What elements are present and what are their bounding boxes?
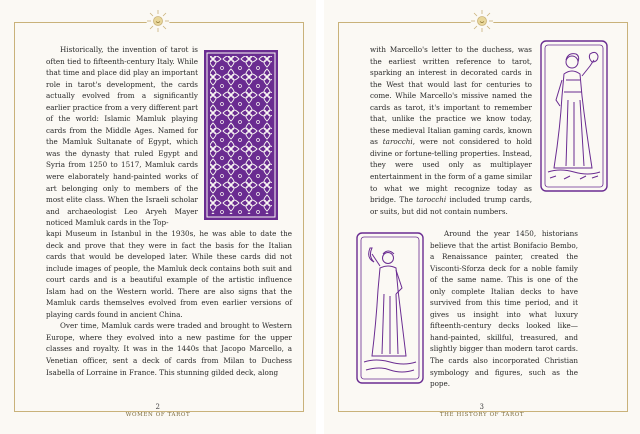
right-text-lower [430, 228, 578, 390]
sun-ornament-icon [470, 9, 494, 33]
paragraph: Over time, Mamluk cards were traded and brought to Western Europe, where they evolved into a new pastime for the upper classes and royalty. It was in the 1440s that Jacopo Marcello, a Venetian officer, sent a deck of cards from Milan to Duchess Isabella of Lorraine in France. This stunning gilded deck, along [46, 321, 292, 377]
paragraph [370, 44, 532, 217]
tarot-card-woman-illustration [540, 40, 608, 192]
mamluk-card-illustration [204, 50, 278, 220]
text-run: , were not considered to hold divine or fortune-telling properties. Instead, they were used only as multiplayer entertainment in the form of a game similar to what we might recognize today as bridge. The [370, 137, 532, 205]
text-run: with Marcello's letter to the duchess, was the earliest written reference to tarot, sparking an interest in decorated cards in the West that would last for centuries to come. While Marcello's missive named the cards as tarot, it's important to remember that, unlike the practice we know today, these medieval Italian gaming cards, known as [370, 45, 532, 147]
page-footer [324, 403, 640, 418]
page-footer [0, 403, 316, 418]
running-title: THE HISTORY OF TAROT [439, 412, 525, 418]
running-title: WOMEN OF TAROT [125, 412, 191, 418]
left-text-column [46, 44, 198, 229]
page-number: 2 [155, 403, 161, 411]
italic-term: tarocchi [416, 195, 447, 205]
right-page [324, 0, 640, 434]
left-page [0, 0, 316, 434]
text-run: included trump cards, or suits, but did not contain numbers. [370, 195, 532, 216]
paragraph: Historically, the invention of tarot is often tied to fifteenth-century Italy. While that time and place did play an important role in tarot's development, the cards actually evolved from a significantly earlier practice from a very different part of the world: Islamic Mamluk playing cards from the Middle Ages. Named for the Mamluk Sultanate of Egypt, which was the dynasty that ruled Egypt and Syria from 1250 to 1517, Mamluk cards were elaborately hand-painted works of art belonging only to members of the most elite class. When the Israeli scholar and archaeologist Leo Aryeh Mayer noticed Mamluk cards in the Top- [46, 45, 198, 228]
italic-term: tarocchi [382, 137, 413, 147]
paragraph: Around the year 1450, historians believe that the artist Bonifacio Bembo, a Renaissance painter, created the Visconti-Sforza deck for a noble family of the same name. This is one of the only complete Italian decks to have survived from this time period, and it gives us insight into what luxury fifteenth-century decks looked like—hand-painted, skillful, treasured, and slightly bigger than modern tarot cards. The cards also incorporated Christian symbology and figures, such as the pope. [430, 229, 578, 389]
page-number: 3 [479, 403, 485, 411]
right-text-column [370, 44, 532, 217]
sun-ornament-icon [146, 9, 170, 33]
tarot-card-moon-illustration [356, 232, 424, 384]
paragraph: kapi Museum in Istanbul in the 1930s, he was able to date the deck and prove that they were in fact the basis for the Italian cards that would be developed later. While these cards did not include images of people, the Mamluk deck contains both suit and court cards and is a beautiful example of the artistic influence Islam had on the Western world. There are also signs that the Mamluk cards themselves evolved from even earlier versions of playing cards found in ancient China. [46, 229, 292, 319]
left-text-full-width [46, 228, 292, 378]
